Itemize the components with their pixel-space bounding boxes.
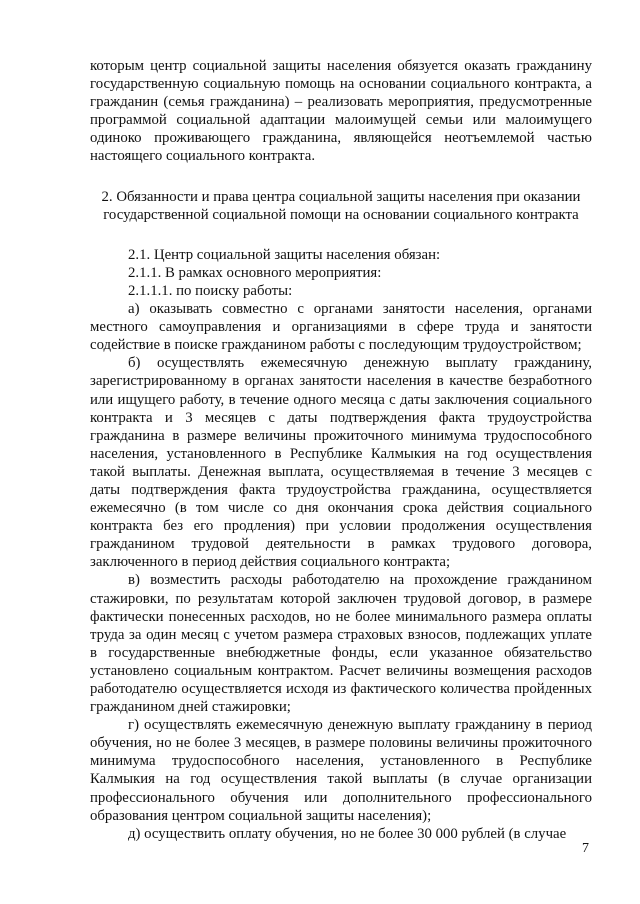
clause-2-1-1: 2.1.1. В рамках основного мероприятия: <box>128 264 382 281</box>
paragraph-a: а) оказывать совместно с органами занятости населения, органами местного самоуправления и организациями в сфере труда и занятости содействие в поиске гражданином работы с последующим трудоустройством; <box>90 301 592 354</box>
page-number: 7 <box>582 841 589 856</box>
paragraph-d: д) осуществить оплату обучения, но не более 30 000 рублей (в случае <box>128 825 567 842</box>
section-heading: 2. Обязанности и права центра социальной защиты населения при оказании государственной социальной помощи на основании социального контракта <box>101 188 581 223</box>
paragraph-v: в) возместить расходы работодателю на прохождение гражданином стажировки, по результатам которой заключен трудовой договор, в размере фактически понесенных расходов, но не более минимального размера оплаты труда за один месяц с учетом размера страховых взносов, подлежащих уплате в государственные внебюджетные фонды, если указанное обязательство установлено социальным контрактом. Расчет величины возмещения расходов работодателю осуществляется исходя из фактического количества пройденных гражданином дней стажировки; <box>90 572 592 716</box>
paragraph-g: г) осуществлять ежемесячную денежную выплату гражданину в период обучения, но не более 3 месяцев, в размере половины величины прожиточного минимума трудоспособного населения, установленного в Республике Калмыкия на год осуществления такой выплаты (в случае организации профессионального обучения или дополнительного профессионального образования центром социальной защиты населения); <box>90 717 592 824</box>
document-body <box>90 57 592 843</box>
clause-2-1: 2.1. Центр социальной защиты населения обязан: <box>128 246 441 263</box>
paragraph-b: б) осуществлять ежемесячную денежную выплату гражданину, зарегистрированному в органах занятости населения в качестве безработного или ищущего работу, в течение одного месяца с даты заключения социального контракта и 3 месяцев с даты подтверждения факта трудоустройства гражданина в размере величины прожиточного минимума трудоспособного населения, установленного в Республике Калмыкия на год осуществления такой выплаты. Денежная выплата, осуществляемая в течение 3 месяцев с даты подтверждения факта трудоустройства гражданина, осуществляется ежемесячно (в том числе со дня окончания срока действия социального контракта без его продления) при условии продолжения осуществления гражданином трудовой деятельности в рамках трудового договора, заключенного в период действия социального контракта; <box>90 355 592 571</box>
paragraph-continuation: которым центр социальной защиты населения обязуется оказать гражданину государственную социальную помощь на основании социального контракта, а гражданин (семья гражданина) – реализовать мероприятия, предусмотренные программой социальной адаптации малоимущей семьи или малоимущего одиноко проживающего гражданина, являющейся неотъемлемой частью настоящего социального контракта. <box>90 58 592 165</box>
clause-2-1-1-1: 2.1.1.1. по поиску работы: <box>128 282 293 299</box>
